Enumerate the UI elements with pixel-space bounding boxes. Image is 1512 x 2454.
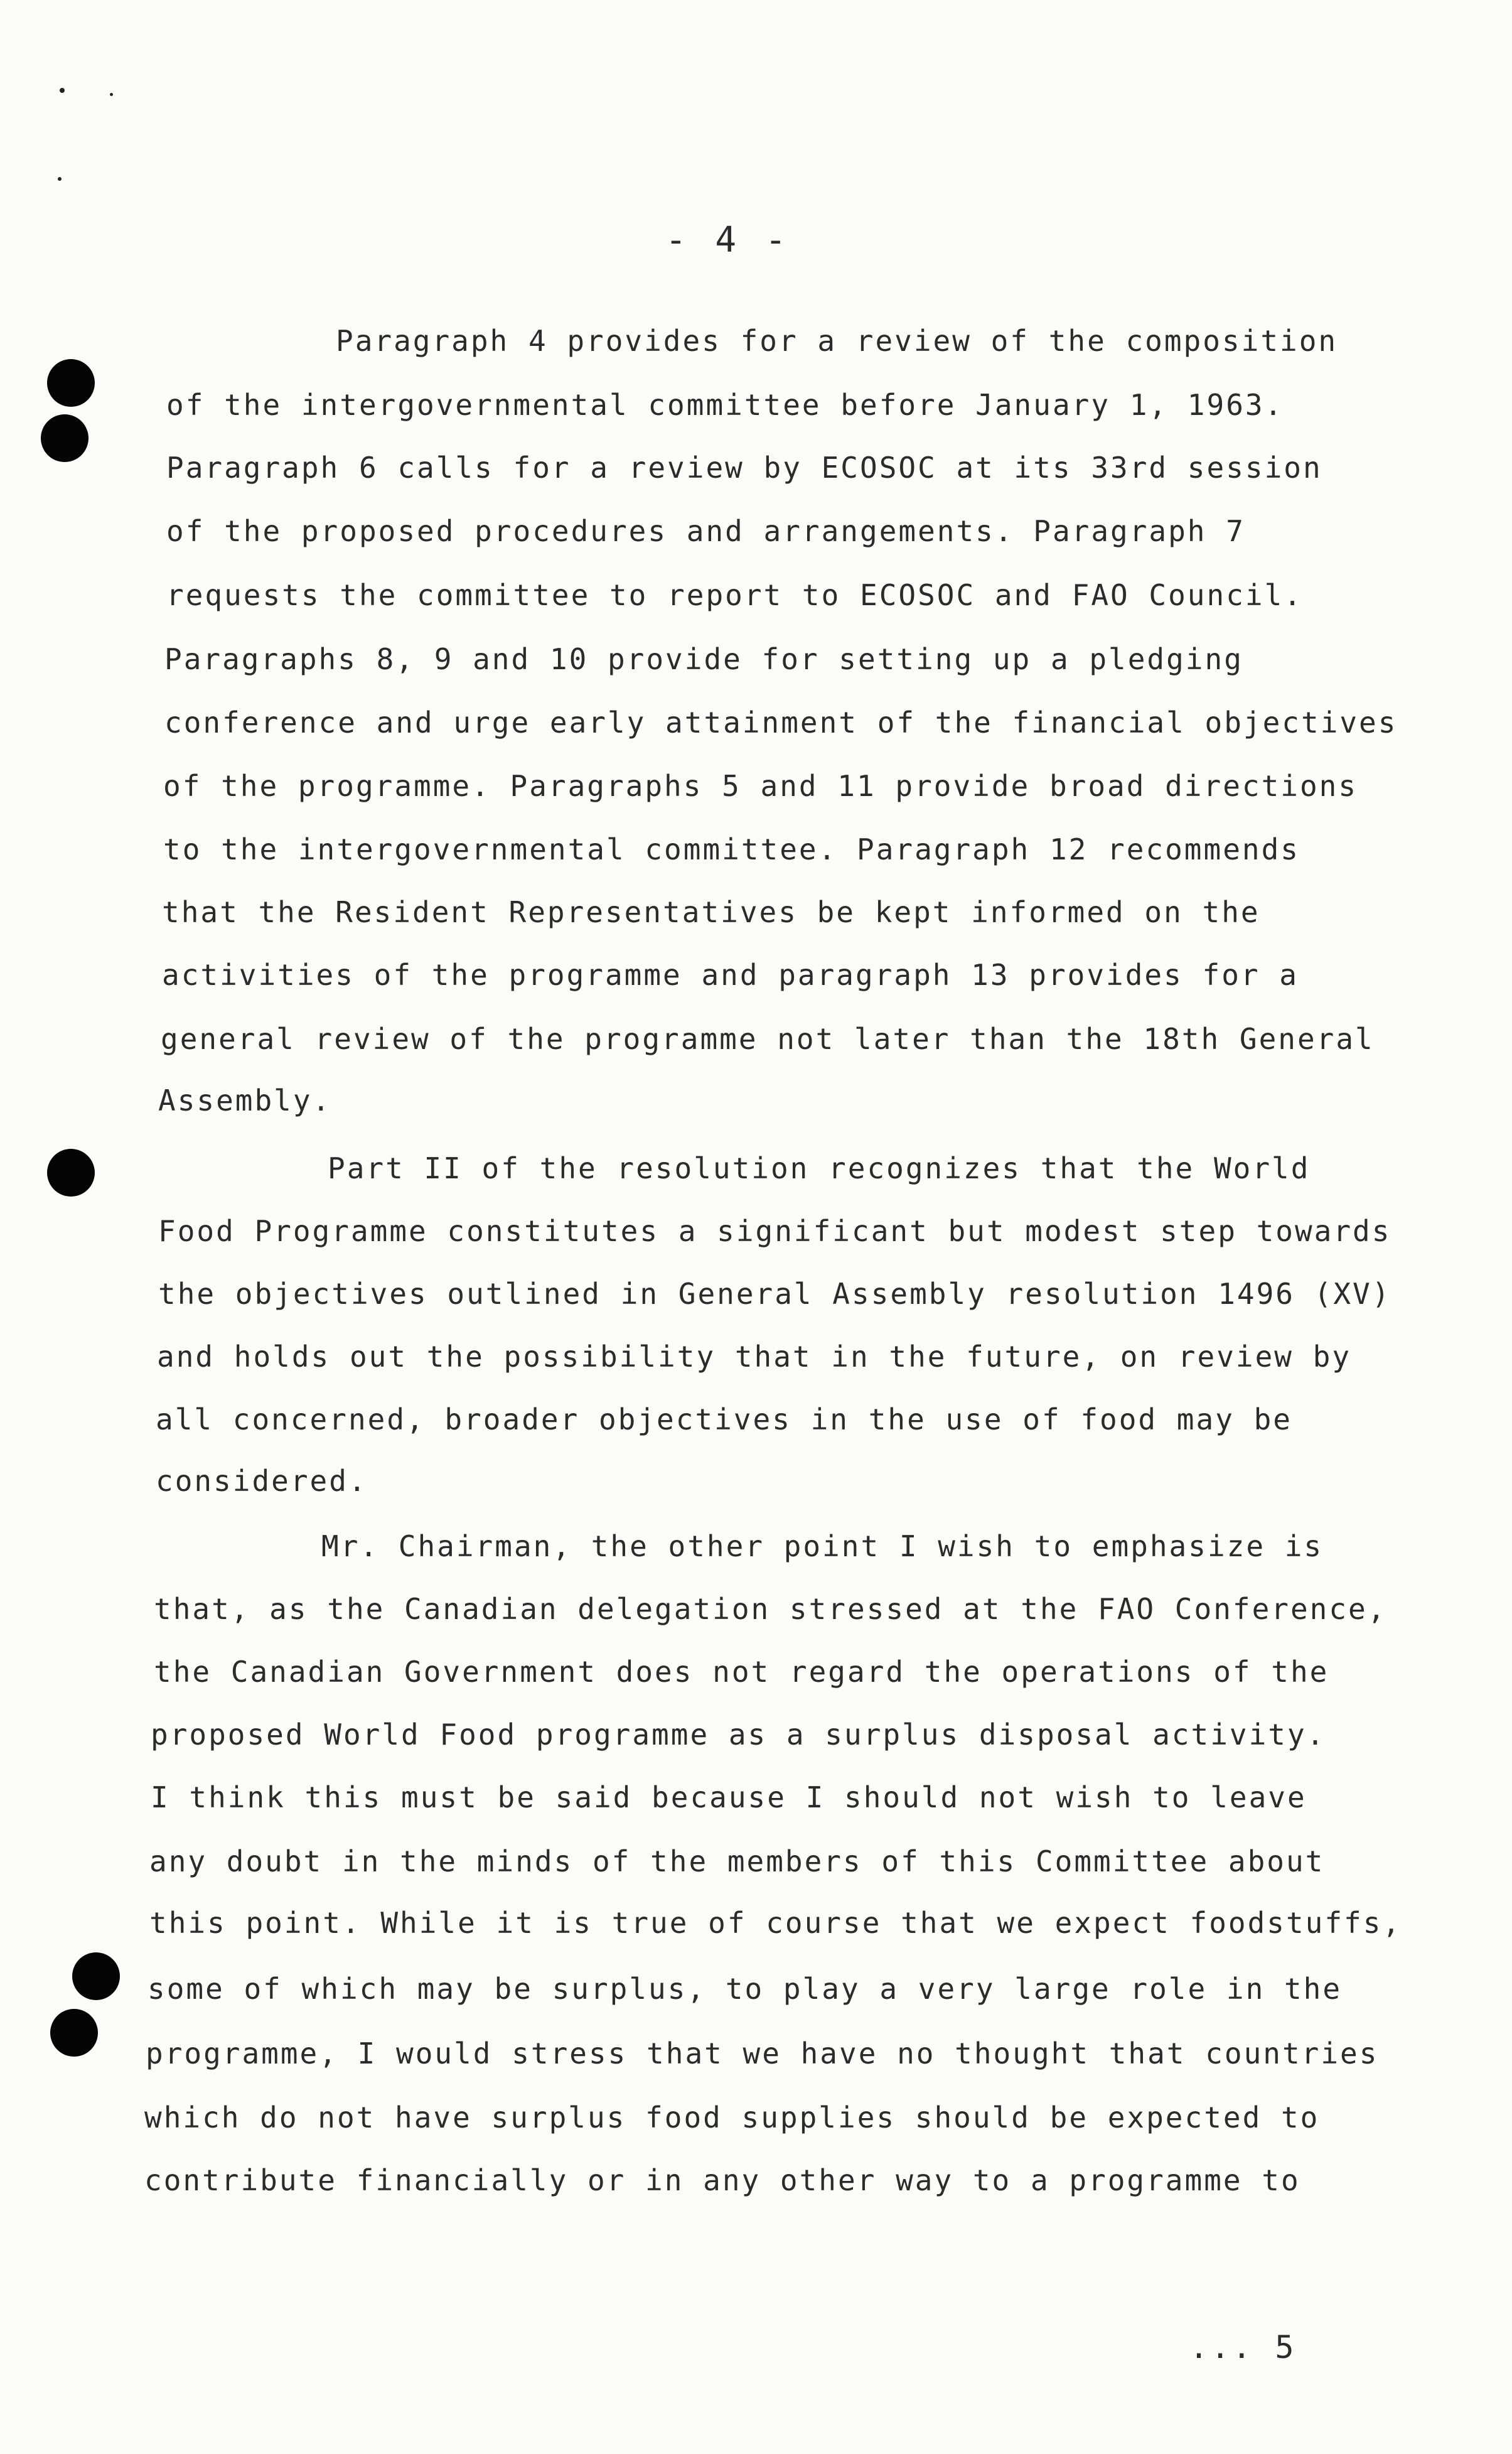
body-line: general review of the programme not later than the 18th General — [161, 1022, 1375, 1056]
margin-speck — [58, 177, 62, 181]
continuation-marker: ... 5 — [1189, 2329, 1297, 2365]
margin-speck — [60, 88, 65, 93]
punch-hole — [72, 1952, 120, 2000]
page-number: - 4 - — [665, 220, 790, 261]
body-line: of the proposed procedures and arrangements. Paragraph 7 — [166, 514, 1245, 548]
body-line: I think this must be said because I should not wish to leave — [151, 1780, 1307, 1814]
body-line: of the intergovernmental committee before January 1, 1963. — [166, 388, 1284, 422]
body-line: the Canadian Government does not regard the operations of the — [154, 1655, 1329, 1689]
punch-hole — [47, 359, 95, 407]
body-line: Part II of the resolution recognizes that the World — [328, 1151, 1311, 1185]
body-line: Paragraph 4 provides for a review of the composition — [336, 324, 1338, 358]
body-line: programme, I would stress that we have no thought that countries — [146, 2037, 1379, 2070]
body-line: the objectives outlined in General Assembly resolution 1496 (XV) — [158, 1277, 1391, 1311]
punch-hole — [50, 2009, 98, 2057]
punch-hole — [41, 414, 88, 462]
body-line: some of which may be surplus, to play a very large role in the — [147, 1972, 1343, 2006]
punch-hole — [47, 1149, 95, 1197]
body-line: and holds out the possibility that in the future, on review by — [157, 1340, 1352, 1374]
body-line: conference and urge early attainment of the financial objectives — [164, 706, 1398, 740]
body-line: considered. — [156, 1464, 368, 1498]
body-line: requests the committee to report to ECOSOC and FAO Council. — [166, 578, 1303, 612]
body-line: which do not have surplus food supplies should be expected to — [144, 2101, 1320, 2134]
body-line: that the Resident Representatives be kept informed on the — [162, 895, 1260, 929]
body-line: of the programme. Paragraphs 5 and 11 provide broad directions — [163, 769, 1358, 803]
body-line: any doubt in the minds of the members of this Committee about — [149, 1844, 1325, 1878]
body-line: contribute financially or in any other way to a programme to — [144, 2163, 1300, 2197]
body-line: to the intergovernmental committee. Paragraph 12 recommends — [163, 832, 1300, 866]
body-line: activities of the programme and paragraph 13 provides for a — [162, 958, 1299, 992]
body-line: Mr. Chairman, the other point I wish to emphasize is — [321, 1529, 1324, 1563]
body-line: proposed World Food programme as a surplus disposal activity. — [151, 1718, 1326, 1752]
body-line: Food Programme constitutes a significant but modest step towards — [158, 1214, 1391, 1248]
body-line: that, as the Canadian delegation stressed at the FAO Conference, — [154, 1592, 1387, 1626]
body-line: Paragraphs 8, 9 and 10 provide for setting up a pledging — [164, 642, 1243, 676]
margin-speck — [110, 93, 113, 96]
body-line: Paragraph 6 calls for a review by ECOSOC at its 33rd session — [166, 451, 1322, 485]
body-line: all concerned, broader objectives in the use of food may be — [156, 1402, 1292, 1436]
body-line: this point. While it is true of course that we expect foodstuffs, — [149, 1906, 1402, 1940]
body-line: Assembly. — [158, 1084, 332, 1117]
